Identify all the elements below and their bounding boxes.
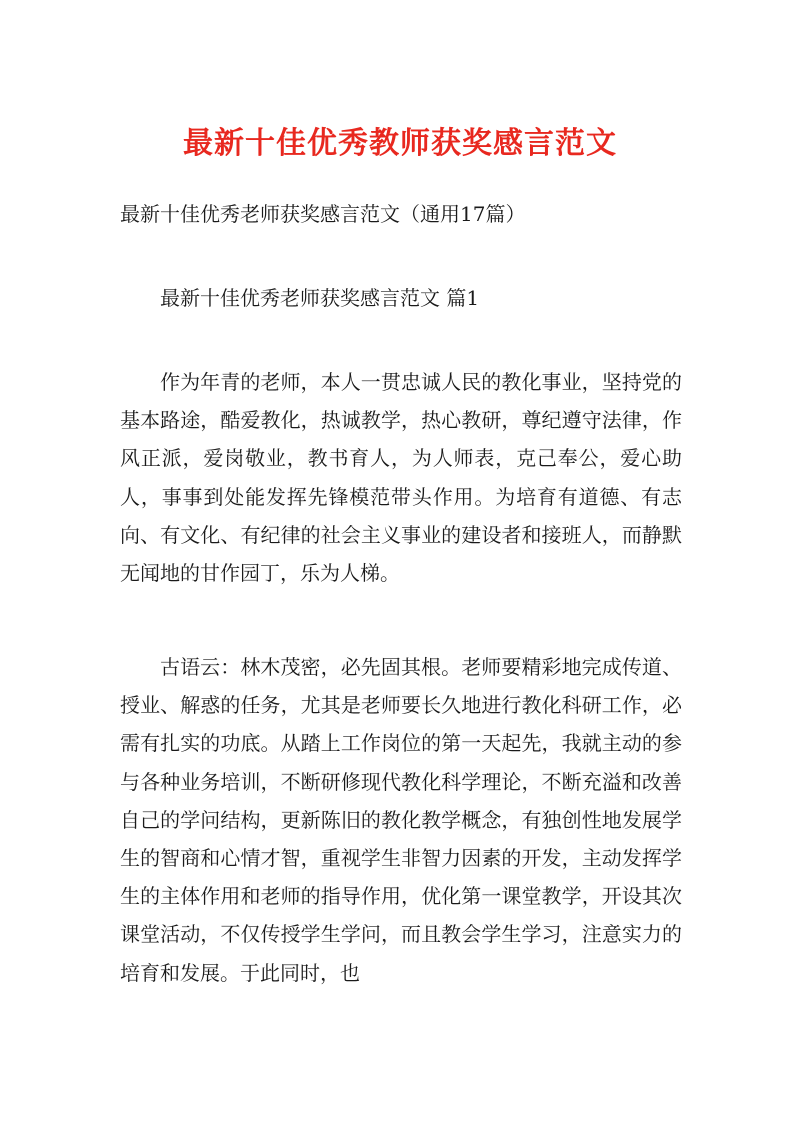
document-subtitle: 最新十佳优秀老师获奖感言范文（通用17篇） [120,202,526,226]
body-paragraph-2: 古语云：林木茂密，必先固其根。老师要精彩地完成传道、授业、解惑的任务，尤其是老师要长久地进行教化科研工作，必需有扎实的功底。从踏上工作岗位的第一天起先，我就主动的参与各种业务培训，不断研修现代教化科学理论，不断充溢和改善自己的学问结构，更新陈旧的教化教学概念，有独创性地发展学生的智商和心情才智，重视学生非智力因素的开发，主动发挥学生的主体作用和老师的指导作用，优化第一课堂教学，开设其次课堂活动，不仅传授学生学问，而且教会学生学习，注意实力的培育和发展。于此同时，也 [120,655,682,985]
section-heading: 最新十佳优秀老师获奖感言范文 篇1 [160,286,480,310]
page-title: 最新十佳优秀教师获奖感言范文 [183,126,617,161]
body-paragraph-1: 作为年青的老师，本人一贯忠诚人民的教化事业，坚持党的基本路途，酷爱教化，热诚教学，热心教研，尊纪遵守法律，作风正派，爱岗敬业，教书育人，为人师表，克己奉公，爱心助人，事事到处能发挥先锋模范带头作用。为培育有道德、有志向、有文化、有纪律的社会主义事业的建设者和接班人，而静默无闻地的甘作园丁，乐为人梯。 [120,370,682,586]
